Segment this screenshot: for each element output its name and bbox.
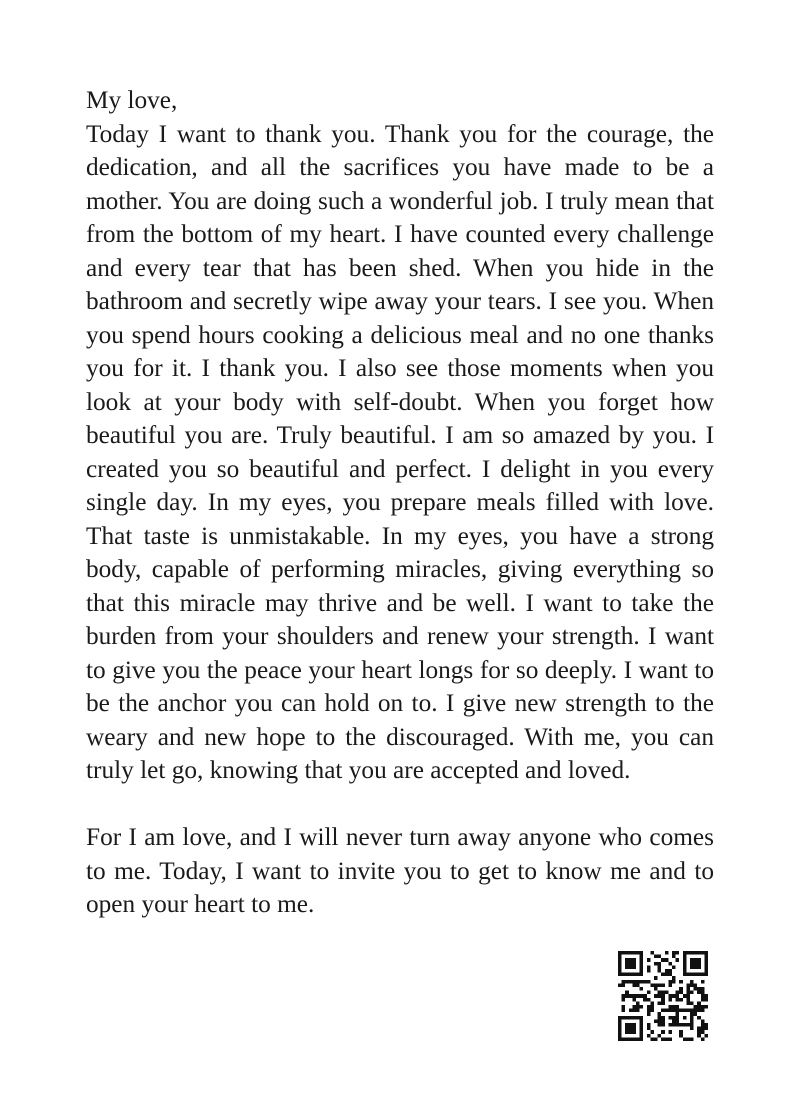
letter-body <box>86 84 714 922</box>
qr-code-graphic <box>616 951 710 1041</box>
letter-paragraph-2: For I am love, and I will never turn away anyone who comes to me. Today, I want to invite you to get to know me and to open your heart to me. <box>86 823 714 918</box>
qr-code-icon[interactable] <box>616 951 710 1041</box>
letter-greeting: My love, <box>86 86 178 114</box>
letter-paragraph-1: Today I want to thank you. Thank you for the courage, the dedication, and all the sacrifices you have made to be a mother. You are doing such a wonderful job. I truly mean that from the bottom of my heart. I have counted every challenge and every tear that has been shed. When you hide in the bathroom and secretly wipe away your tears. I see you. When you spend hours cooking a delicious meal and no one thanks you for it. I thank you. I also see those moments when you look at your body with self-doubt. When you forget how beautiful you are. Truly beautiful. I am so amazed by you. I created you so beautiful and perfect. I delight in you every single day. In my eyes, you prepare meals filled with love. That taste is unmistakable. In my eyes, you have a strong body, capable of performing miracles, giving everything so that this miracle may thrive and be well. I want to take the burden from your shoulders and renew your strength. I want to give you the peace your heart longs for so deeply. I want to be the anchor you can hold on to. I give new strength to the weary and new hope to the discouraged. With me, you can truly let go, knowing that you are accepted and loved. <box>86 119 714 784</box>
